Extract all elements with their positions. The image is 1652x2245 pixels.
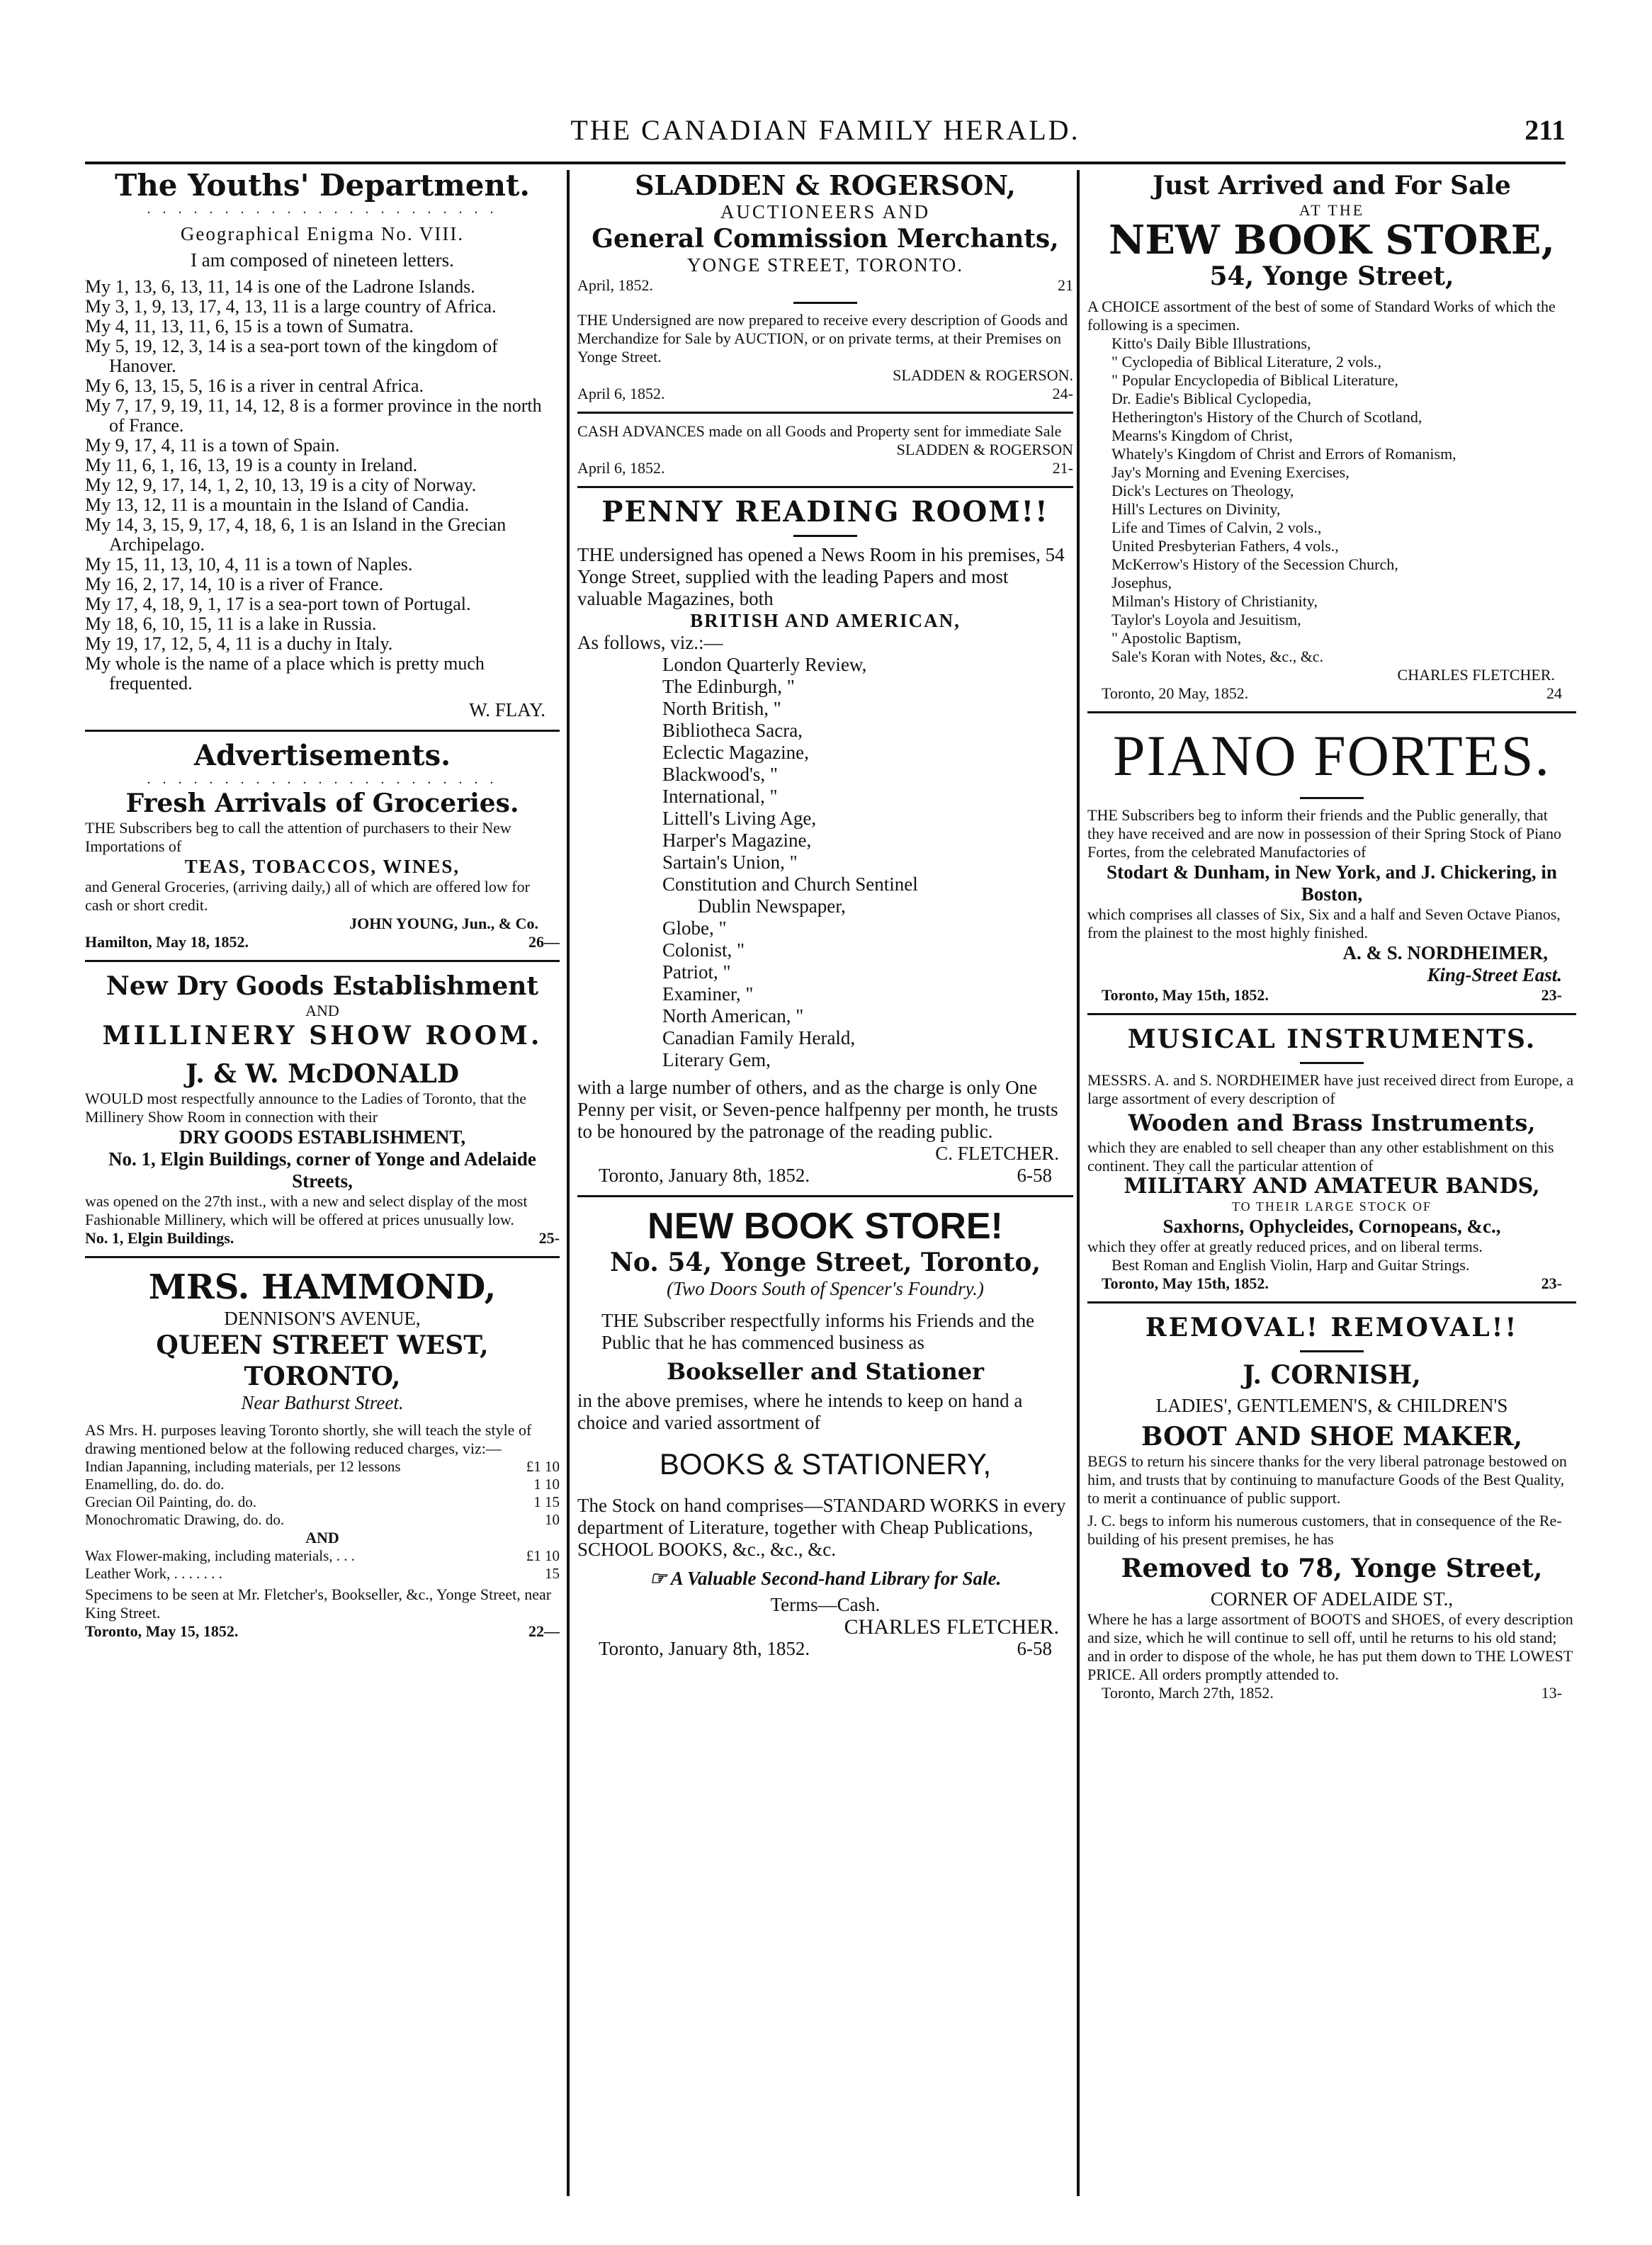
ad-dateline: [577, 459, 1073, 477]
book-item: McKerrow's History of the Secession Church,: [1111, 555, 1398, 573]
book-item: " Popular Encyclopedia of Biblical Literature,: [1111, 371, 1398, 389]
book-item: Dr. Eadie's Biblical Cyclopedia,: [1111, 390, 1311, 407]
divider: [1087, 1013, 1576, 1015]
ad-removed: Removed to 78, Yonge Street,: [1121, 1554, 1543, 1583]
ad-title: MRS. HAMMOND,: [148, 1267, 497, 1307]
ad-at: AT THE: [1299, 201, 1365, 219]
magazine-item: Dublin Newspaper,: [698, 895, 846, 917]
ad-piano-fortes: [1087, 722, 1576, 1005]
book-item: Milman's History of Christianity,: [1111, 592, 1318, 610]
signature: W. FLAY.: [469, 699, 545, 720]
ad-body: in the above premises, where he intends to keep on hand a choice and varied assortment of: [577, 1390, 1023, 1433]
section-heading: Advertisements.: [193, 739, 451, 772]
ad-groceries: [85, 788, 560, 951]
ad-body: Where he has a large assortment of BOOTS and SHOES, of every description and size, which he will continue to sell off, until he returns to his old stand; and in order to dispose of the whole, he has put them down to THE LOWEST PRICE. All orders promptly attended to.: [1087, 1610, 1573, 1683]
price-row: [85, 1547, 560, 1565]
ad-code: 6-58: [1017, 1165, 1052, 1186]
column-divider-2: [1077, 170, 1080, 2196]
price-amount: 15: [545, 1565, 560, 1582]
book-item: Dick's Lectures on Theology,: [1111, 482, 1294, 499]
ad-dateline: [1087, 684, 1576, 703]
divider: [85, 1256, 560, 1258]
ad-stock: TO THEIR LARGE STOCK OF: [1231, 1199, 1432, 1214]
book-item: Josephus,: [1111, 574, 1172, 592]
ad-instruments: Saxhorns, Ophycleides, Cornopeans, &c.,: [1162, 1216, 1501, 1237]
ad-dateline: [1087, 1684, 1576, 1702]
ad-body: was opened on the 27th inst., with a new and select display of the most Fashionable Millinery, which will be offered at prices unusually low.: [85, 1192, 528, 1228]
enigma-line: My 4, 11, 13, 11, 6, 15 is a town of Sumatra.: [85, 316, 414, 337]
ad-signature: A. & S. NORDHEIMER,: [1342, 942, 1548, 963]
divider: [793, 302, 857, 304]
ad-subhead: BRITISH AND AMERICAN,: [690, 610, 961, 631]
youths-department: [85, 170, 560, 721]
price-row: [85, 1511, 560, 1529]
ad-title: PIANO FORTES.: [1113, 723, 1551, 788]
divider: . . . . . . . . . . . . . . . . . . . . . . .: [147, 771, 498, 787]
ad-musical-instruments: [1087, 1024, 1576, 1293]
enigma-line: My 15, 11, 13, 10, 4, 11 is a town of Naples.: [85, 554, 413, 575]
magazine-item: Constitution and Church Sentinel: [662, 873, 918, 895]
ad-code: 23-: [1541, 986, 1562, 1004]
ad-body: THE Subscribers beg to call the attention of purchasers to their New Importations of: [85, 819, 511, 855]
divider: [1300, 1062, 1364, 1064]
ad-date: Toronto, March 27th, 1852.: [1102, 1684, 1274, 1702]
ad-title: REMOVAL! REMOVAL!!: [1145, 1313, 1519, 1342]
divider: [577, 1195, 1073, 1197]
ad-signature: CHARLES FLETCHER.: [844, 1615, 1059, 1639]
magazine-item: Examiner, ": [662, 983, 754, 1005]
divider: [577, 412, 1073, 414]
ad-dateline: [1087, 1274, 1576, 1293]
ad-signature: SLADDEN & ROGERSON.: [893, 366, 1073, 384]
ad-makers: Stodart & Dunham, in New York, and J. Chickering, in Boston,: [1107, 861, 1557, 905]
ad-code: 25-: [538, 1229, 560, 1247]
book-item: Taylor's Loyola and Jesuitism,: [1111, 611, 1301, 628]
ad-body: THE Subscribers beg to inform their friends and the Public generally, that they have received and are now in possession of their Spring Stock of Piano Fortes, from the celebrated Manufactories of: [1087, 806, 1562, 861]
ad-new-book-store: [577, 1206, 1073, 1660]
price-amount: 1 10: [533, 1476, 560, 1493]
ad-date: Toronto, January 8th, 1852.: [599, 1638, 810, 1659]
ad-dateline: [577, 1638, 1073, 1660]
ad-code: 21-: [1052, 459, 1073, 477]
magazine-item: Canadian Family Herald,: [662, 1027, 856, 1048]
ad-line: LADIES', GENTLEMEN'S, & CHILDREN'S: [1155, 1395, 1508, 1416]
ad-body: The Stock on hand comprises—STANDARD WORKS in every department of Literature, together with Cheap Publications, SCHOOL BOOKS, &c., &c., &c.: [577, 1495, 1066, 1560]
ad-body: which they are enabled to sell cheaper than any other establishment on this continent. They call the particular attention of: [1087, 1138, 1554, 1175]
ad-line: BOOT AND SHOE MAKER,: [1141, 1422, 1523, 1452]
divider: [85, 960, 560, 962]
ad-address: King-Street East.: [1427, 964, 1562, 985]
book-item: United Presbyterian Fathers, 4 vols.,: [1111, 537, 1339, 555]
ad-title-2: MILLINERY SHOW ROOM.: [102, 1021, 543, 1051]
enigma-line: My 5, 19, 12, 3, 14 is a sea-port town of the kingdom of Hanover.: [85, 336, 498, 376]
book-item: Hetherington's History of the Church of Scotland,: [1111, 408, 1422, 426]
enigma-line: My 1, 13, 6, 13, 11, 14 is one of the Ladrone Islands.: [85, 276, 475, 297]
ad-body: with a large number of others, and as the charge is only One Penny per visit, or Seven-pence halfpenny per month, he trusts to be honoured by the patronage of the reading public.: [577, 1077, 1058, 1142]
ad-body: Best Roman and English Violin, Harp and Guitar Strings.: [1111, 1256, 1470, 1274]
magazine-item: Literary Gem,: [662, 1049, 771, 1070]
magazine-item: London Quarterly Review,: [662, 654, 867, 675]
ad-code: 24-: [1052, 385, 1073, 402]
ad-date: Toronto, 20 May, 1852.: [1102, 684, 1249, 702]
column-2: [577, 170, 1073, 1660]
ad-body: Specimens to be seen at Mr. Fletcher's, Bookseller, &c., Yonge Street, near King Street.: [85, 1585, 552, 1622]
section-heading: The Youths' Department.: [114, 168, 531, 203]
price-amount: £1 10: [526, 1547, 560, 1564]
book-item: Whately's Kingdom of Christ and Errors of Romanism,: [1111, 445, 1456, 463]
enigma-intro: I am composed of nineteen letters.: [191, 249, 454, 271]
ad-dateline: [85, 933, 560, 951]
ad-body: which comprises all classes of Six, Six and a half and Seven Octave Pianos, from the plainest to the most highly finished.: [1087, 905, 1561, 941]
ad-line: AUCTIONEERS AND: [720, 201, 931, 222]
enigma-line: My 3, 1, 9, 13, 17, 4, 13, 11 is a large country of Africa.: [85, 296, 497, 317]
ad-dateline: [577, 1165, 1073, 1187]
magazine-item: Colonist, ": [662, 939, 745, 961]
ad-street: 54, Yonge Street,: [1209, 261, 1454, 291]
ad-line: Near Bathurst Street.: [241, 1392, 404, 1413]
ad-date: Toronto, May 15th, 1852.: [1102, 986, 1269, 1004]
book-item: " Cyclopedia of Biblical Literature, 2 vols.,: [1111, 353, 1382, 371]
enigma-line: My whole is the name of a place which is pretty much frequented.: [85, 653, 485, 694]
ad-line: General Commission Merchants,: [592, 224, 1059, 254]
ad-dateline: [85, 1229, 560, 1248]
ad-big: BOOKS & STATIONERY,: [659, 1447, 992, 1481]
price-item: Leather Work, . . . . . . .: [85, 1565, 222, 1582]
magazine-item: International, ": [662, 786, 778, 807]
running-title: THE CANADIAN FAMILY HERALD.: [570, 114, 1080, 146]
ad-title: NEW BOOK STORE!: [647, 1206, 1003, 1247]
divider: [793, 535, 857, 537]
divider: [1087, 1301, 1576, 1304]
ad-address: No. 1, Elgin Buildings, corner of Yonge and Adelaide Streets,: [108, 1148, 536, 1192]
ad-dateline: [577, 385, 1073, 403]
ad-line: YONGE STREET, TORONTO.: [686, 254, 963, 276]
ad-code: 24: [1546, 684, 1562, 702]
magazine-item: Blackwood's, ": [662, 764, 778, 785]
ad-title: New Dry Goods Establishment: [106, 971, 539, 1001]
ad-estab: DRY GOODS ESTABLISHMENT,: [179, 1126, 466, 1148]
ad-trade: Bookseller and Stationer: [667, 1358, 984, 1385]
magazine-item: Globe, ": [662, 917, 727, 939]
ad-store: NEW BOOK STORE,: [1109, 217, 1555, 264]
ad-drygoods: [85, 971, 560, 1248]
ad-body: which they offer at greatly reduced prices, and on liberal terms.: [1087, 1238, 1483, 1255]
ad-dateline: [577, 276, 1073, 295]
ad-date: Toronto, May 15th, 1852.: [1102, 1274, 1269, 1292]
magazine-item: The Edinburgh, ": [662, 676, 795, 697]
magazine-item: North American, ": [662, 1005, 804, 1027]
enigma-heading: Geographical Enigma No. VIII.: [180, 223, 465, 244]
enigma-line: My 12, 9, 17, 14, 1, 2, 10, 13, 19 is a city of Norway.: [85, 475, 477, 495]
ad-title: Just Arrived and For Sale: [1153, 171, 1511, 200]
ad-hammond: [85, 1267, 560, 1641]
price-item: Enamelling, do. do. do.: [85, 1476, 225, 1493]
ad-body: and General Groceries, (arriving daily,) all of which are offered low for cash or short credit.: [85, 878, 530, 914]
price-item: Indian Japanning, including materials, per 12 lessons: [85, 1458, 401, 1475]
ad-code: 23-: [1541, 1274, 1562, 1292]
enigma-line: My 11, 6, 1, 16, 13, 19 is a county in Ireland.: [85, 455, 418, 475]
page-header: [85, 113, 1566, 156]
ad-body: AS Mrs. H. purposes leaving Toronto shortly, she will teach the style of drawing mentioned below at the following reduced charges, viz:—: [85, 1421, 532, 1457]
magazine-item: Eclectic Magazine,: [662, 742, 809, 763]
magazine-item: Littell's Living Age,: [662, 808, 817, 829]
ad-sub: (Two Doors South of Spencer's Foundry.): [667, 1278, 984, 1299]
enigma-line: My 7, 17, 9, 19, 11, 14, 12, 8 is a former province in the north of France.: [85, 395, 542, 436]
ad-body: WOULD most respectfully announce to the Ladies of Toronto, that the Millinery Show Room in connection with their: [85, 1090, 527, 1126]
ad-code: 13-: [1541, 1684, 1562, 1702]
price-amount: 1 15: [533, 1493, 560, 1510]
ad-date: Toronto, May 15, 1852.: [85, 1622, 239, 1640]
price-item: Grecian Oil Painting, do. do.: [85, 1493, 257, 1510]
price-amount: 10: [545, 1511, 560, 1528]
ad-signature: JOHN YOUNG, Jun., & Co.: [349, 915, 538, 932]
column-1: [85, 170, 560, 1641]
ad-signature: SLADDEN & ROGERSON: [896, 441, 1073, 458]
enigma-line: My 17, 4, 18, 9, 1, 17 is a sea-port town of Portugal.: [85, 594, 471, 614]
ad-date: April, 1852.: [577, 276, 653, 294]
ad-body: MESSRS. A. and S. NORDHEIMER have just received direct from Europe, a large assortment of every description of: [1087, 1071, 1574, 1107]
price-item: Monochromatic Drawing, do. do.: [85, 1511, 285, 1528]
enigma-line: My 16, 2, 17, 14, 10 is a river of France.: [85, 574, 383, 594]
column-divider-1: [567, 170, 570, 2196]
ad-body: J. C. begs to inform his numerous customers, that in consequence of the Re-building of his present premises, he has: [1087, 1512, 1562, 1548]
column-3: [1087, 170, 1576, 1702]
ad-removal: [1087, 1312, 1576, 1702]
ad-line: QUEEN STREET WEST, TORONTO,: [156, 1330, 489, 1391]
magazine-item: North British, ": [662, 698, 781, 719]
enigma-line: My 18, 6, 10, 15, 11 is a lake in Russia.: [85, 613, 377, 634]
ad-code: 22—: [528, 1622, 560, 1640]
book-item: Jay's Morning and Evening Exercises,: [1111, 463, 1350, 481]
ad-date: Hamilton, May 18, 1852.: [85, 933, 249, 951]
price-item: Wax Flower-making, including materials, . . .: [85, 1547, 356, 1564]
ad-title: SLADDEN & ROGERSON,: [635, 169, 1016, 201]
ad-name: J. CORNISH,: [1243, 1360, 1421, 1390]
ad-title: MUSICAL INSTRUMENTS.: [1127, 1024, 1537, 1054]
ad-address: No. 54, Yonge Street, Toronto,: [610, 1248, 1041, 1277]
ad-code: 21: [1058, 276, 1073, 294]
ad-body: CASH ADVANCES made on all Goods and Property sent for immediate Sale: [577, 422, 1062, 440]
magazine-item: Harper's Magazine,: [662, 830, 812, 851]
ad-wood: Wooden and Brass Instruments,: [1128, 1109, 1536, 1136]
ad-corner: CORNER OF ADELAIDE ST.,: [1210, 1588, 1454, 1610]
price-row: [85, 1476, 560, 1493]
ad-penny-reading-room: [577, 497, 1073, 1187]
ad-signature: C. FLETCHER.: [935, 1143, 1059, 1164]
book-list: [1087, 334, 1576, 666]
ad-footer: No. 1, Elgin Buildings.: [85, 1229, 234, 1247]
ad-body: THE Undersigned are now prepared to receive every description of Goods and Merchandize for Sale by AUCTION, or on private terms, at their Premises on Yonge Street.: [577, 311, 1068, 366]
ad-body: THE Subscriber respectfully informs his Friends and the Public that he has commenced business as: [601, 1310, 1035, 1353]
ad-title: Fresh Arrivals of Groceries.: [125, 788, 519, 818]
divider: [1087, 711, 1576, 713]
ad-follows: As follows, viz.:—: [577, 632, 723, 653]
ad-body: BEGS to return his sincere thanks for the very liberal patronage bestowed on him, and trusts that by continuing to manufacture Goods of the Best Quality, to merit a continuance of public support.: [1087, 1452, 1567, 1507]
ad-body: A CHOICE assortment of the best of some of Standard Works of which the following is a specimen.: [1087, 298, 1556, 334]
ad-code: 26—: [528, 933, 560, 951]
ad-date: Toronto, January 8th, 1852.: [599, 1165, 810, 1186]
enigma-line: My 9, 17, 4, 11 is a town of Spain.: [85, 435, 340, 456]
divider: . . . . . . . . . . . . . . . . . . . . . . .: [147, 201, 498, 217]
ad-bands: MILITARY AND AMATEUR BANDS,: [1124, 1174, 1540, 1199]
ad-terms: Terms—Cash.: [770, 1594, 881, 1615]
divider: [1300, 797, 1364, 799]
ad-dateline: [1087, 986, 1576, 1005]
book-item: Sale's Koran with Notes, &c., &c.: [1111, 648, 1324, 665]
enigma-lines: [85, 277, 560, 694]
page-number: 211: [1524, 114, 1566, 146]
ad-items: TEAS, TOBACCOS, WINES,: [184, 856, 460, 877]
book-item: " Apostolic Baptism,: [1111, 629, 1242, 647]
divider: [1300, 1350, 1364, 1352]
price-row: [85, 1458, 560, 1476]
ad-line: DENNISON'S AVENUE,: [224, 1308, 421, 1329]
ad-just-arrived: [1087, 170, 1576, 703]
ad-and: AND: [305, 1529, 339, 1546]
book-item: Life and Times of Calvin, 2 vols.,: [1111, 519, 1322, 536]
price-row: [85, 1565, 560, 1583]
enigma-line: My 14, 3, 15, 9, 17, 4, 18, 6, 1 is an Island in the Grecian Archipelago.: [85, 514, 507, 555]
magazine-list: [577, 654, 1073, 1071]
ad-date: April 6, 1852.: [577, 459, 665, 477]
price-row: [85, 1493, 560, 1511]
ad-dateline: [85, 1622, 560, 1641]
ad-firm: J. & W. McDONALD: [186, 1059, 459, 1089]
ad-body: THE undersigned has opened a News Room in his premises, 54 Yonge Street, supplied with the leading Papers and most valuable Magazines, both: [577, 544, 1065, 609]
header-rule: [85, 162, 1566, 164]
magazine-item: Sartain's Union, ": [662, 852, 798, 873]
ad-title: PENNY READING ROOM!!: [601, 495, 1049, 528]
book-item: Kitto's Daily Bible Illustrations,: [1111, 334, 1311, 352]
divider: [85, 730, 560, 732]
ad-code: 6-58: [1017, 1638, 1052, 1659]
ad-signature: CHARLES FLETCHER.: [1397, 666, 1555, 684]
book-item: Mearns's Kingdom of Christ,: [1111, 426, 1293, 444]
magazine-item: Patriot, ": [662, 961, 731, 983]
book-item: Hill's Lectures on Divinity,: [1111, 500, 1281, 518]
price-amount: £1 10: [526, 1458, 560, 1475]
ad-date: April 6, 1852.: [577, 385, 665, 402]
ad-sladden: [577, 170, 1073, 477]
ad-and: AND: [305, 1002, 339, 1019]
enigma-line: My 6, 13, 15, 5, 16 is a river in central Africa.: [85, 375, 424, 396]
magazine-item: Bibliotheca Sacra,: [662, 720, 803, 741]
divider: [577, 486, 1073, 488]
enigma-line: My 19, 17, 12, 5, 4, 11 is a duchy in Italy.: [85, 633, 393, 654]
enigma-line: My 13, 12, 11 is a mountain in the Island of Candia.: [85, 494, 470, 515]
ad-library: ☞ A Valuable Second-hand Library for Sale.: [649, 1568, 1002, 1589]
